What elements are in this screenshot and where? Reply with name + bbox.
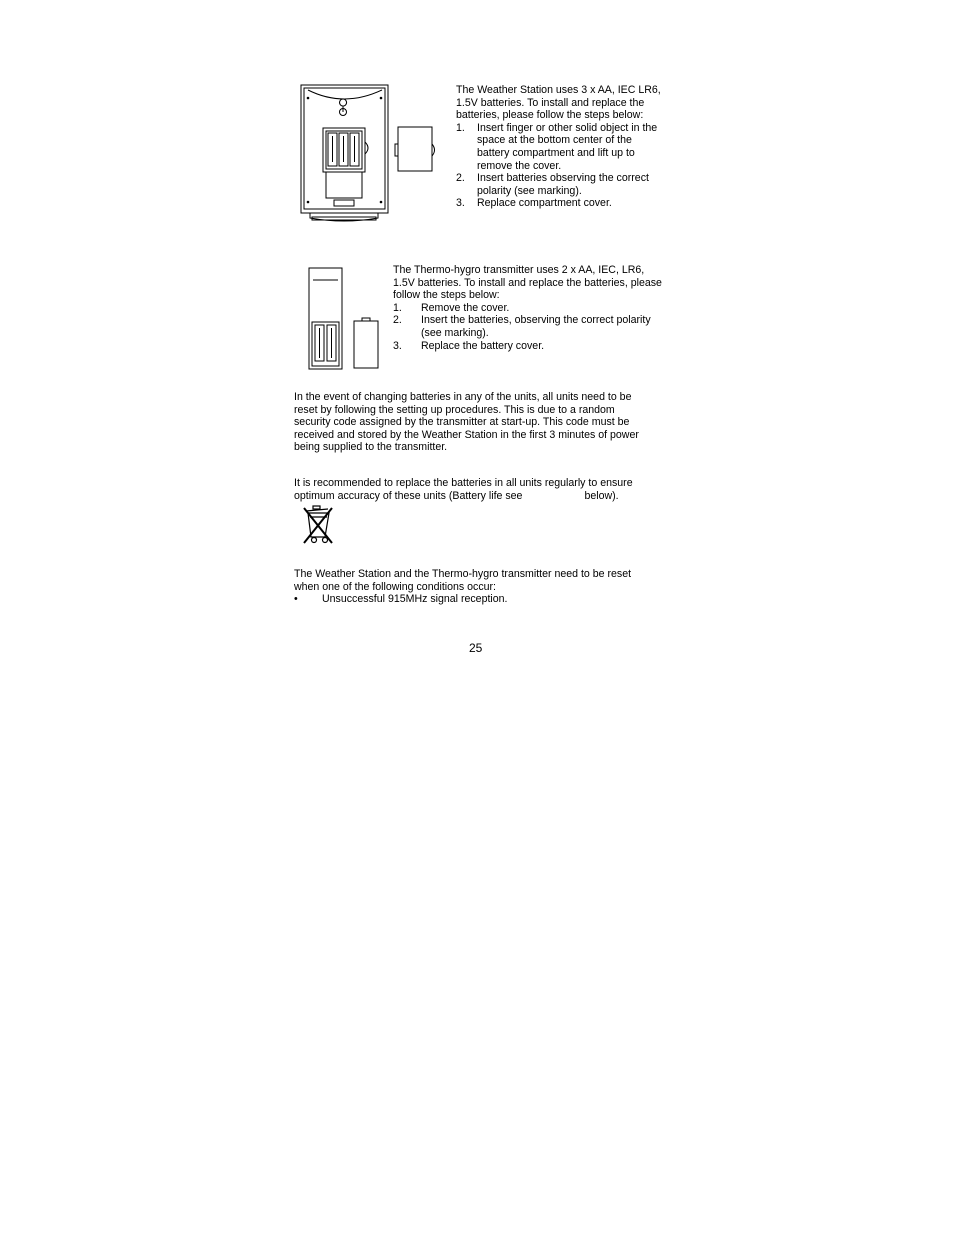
transmitter-battery-steps <box>393 302 665 352</box>
page-number: 25 <box>469 641 483 655</box>
reset-note-text: In the event of changing batteries in any of the units, all units need to be reset by following the setting up procedures. This is due to a random security code assigned by the transmitter at start-up. This code must be received and stored by the Weather Station in the first 3 minutes of power being supplied to the transmitter. <box>294 391 639 454</box>
transmitter-battery-illustration <box>306 266 384 372</box>
station-battery-intro: The Weather Station uses 3 x AA, IEC LR6, 1.5V batteries. To install and replace the batteries, please follow the steps below: <box>456 84 661 122</box>
weather-station-battery-illustration <box>298 84 443 229</box>
transmitter-battery-section <box>393 264 665 352</box>
list-item: 3. Replace compartment cover. <box>456 197 612 210</box>
list-item: 3. Replace the battery cover. <box>393 339 545 352</box>
crossed-out-bin-icon <box>302 505 334 545</box>
reset-conditions-intro: The Weather Station and the Thermo-hygro transmitter need to be reset when one of the following conditions occur: <box>294 568 632 593</box>
reset-conditions-section <box>294 568 654 606</box>
replace-batteries-paragraph <box>294 477 654 502</box>
reset-note-paragraph <box>294 391 654 454</box>
list-item: 1. Insert finger or other solid object in the space at the bottom center of the battery compartment and lift up to remove the cover. <box>456 121 658 172</box>
reset-conditions-list <box>294 593 654 606</box>
station-battery-section <box>456 84 664 210</box>
list-item: 1. Remove the cover. <box>393 301 510 314</box>
list-item: • Unsuccessful 915MHz signal reception. <box>294 593 508 606</box>
replace-note-text: It is recommended to replace the batteries in all units regularly to ensure optimum accuracy of these units (Battery life see below). <box>294 477 633 502</box>
transmitter-battery-intro: The Thermo-hygro transmitter uses 2 x AA, IEC, LR6, 1.5V batteries. To install and replace the batteries, please follow the steps below: <box>393 264 662 302</box>
station-battery-steps <box>456 122 664 210</box>
list-item: 2. Insert the batteries, observing the correct polarity (see marking). <box>393 314 651 339</box>
list-item: 2. Insert batteries observing the correct polarity (see marking). <box>456 172 649 197</box>
